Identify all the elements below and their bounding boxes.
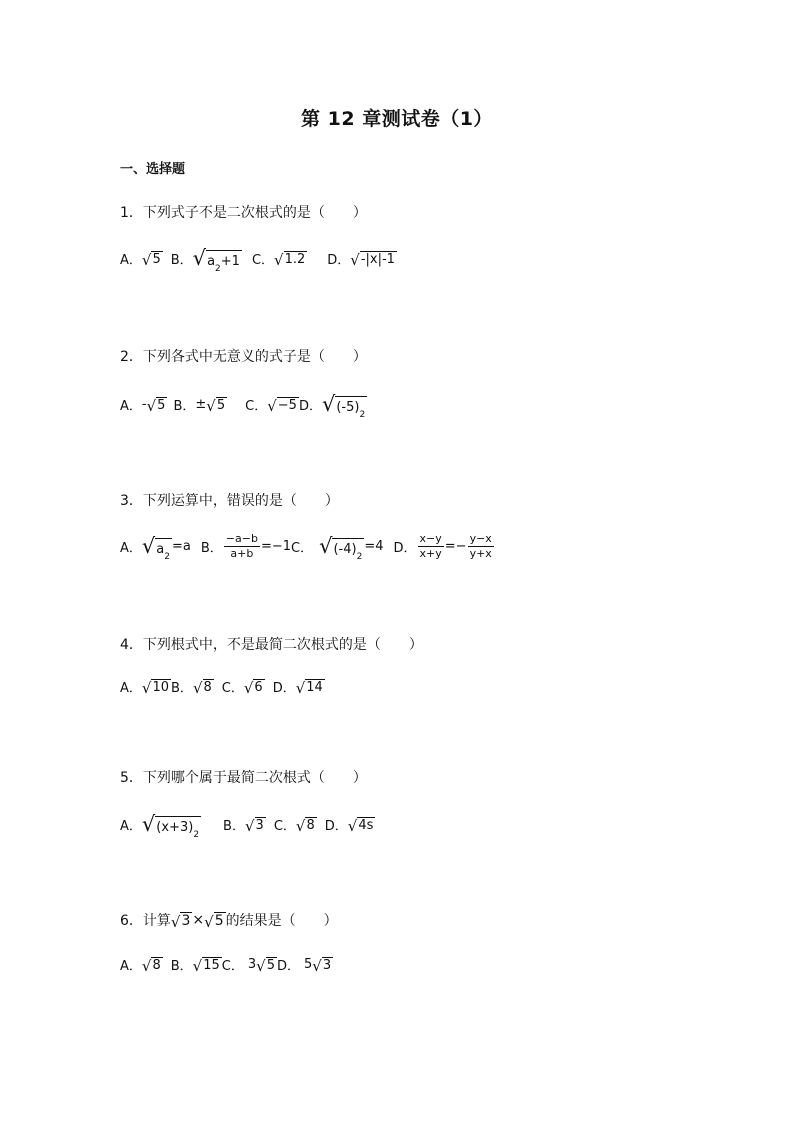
fraction: $\frac{y-x}{y+x}$ (469, 532, 492, 561)
sqrt-expression: √ (-5) 2 (321, 392, 366, 420)
question-3-stem: 3．下列运算中，错误的是（ ） (120, 493, 339, 509)
question-5-stem: 5．下列哪个属于最简二次根式（ ） (120, 770, 367, 786)
question-1-options (120, 246, 397, 274)
sqrt-expression: √ 8 (295, 816, 315, 835)
option-a-label: A． (120, 399, 142, 414)
sqrt-expression: √ 5 (146, 396, 166, 415)
question-6-stem: 6．计算 √ 3 × √ 5 的结果是（ ） (120, 912, 338, 931)
option-d-label: D． (276, 959, 300, 974)
sqrt-expression: √ 5 (204, 912, 224, 931)
option-d-label: D． (327, 253, 351, 268)
option-c-label: C． (291, 541, 314, 557)
option-a-label: A． (120, 541, 142, 557)
sqrt-expression: √ a 2 +1 (192, 246, 240, 274)
sqrt-expression: √ 8 (141, 956, 161, 975)
sqrt-expression: √ 5 (141, 250, 161, 269)
question-5-options (120, 812, 375, 840)
option-b-label: B． (171, 681, 193, 696)
sqrt-expression: √ 14 (295, 678, 323, 697)
question-3-options: A． √ a 2 =a B． $\frac{-a-b}{a+b}$ =−1 C． √ (-4) 2 =4 D． $\frac{x-y}{x+y}$ =− $\frac{y-x}{y+x}$ (120, 532, 492, 563)
fraction: $\frac{x-y}{x+y}$ (419, 532, 442, 561)
page-title: 第 12 章测试卷（1） (301, 108, 493, 130)
option-b-label: B． (170, 253, 193, 268)
option-b-label: B． (223, 819, 245, 834)
option-c-label: C． (245, 399, 268, 414)
sqrt-expression: √ 10 (141, 678, 170, 697)
sqrt-expression: √ 8 (192, 678, 212, 697)
sqrt-expression: √ 3 (312, 956, 332, 975)
option-d-label: D． (324, 819, 348, 834)
option-c-label: C． (251, 253, 275, 268)
sqrt-expression: √ 5 (256, 956, 275, 975)
option-c-label: C． (221, 959, 244, 974)
question-6-options: A． √ 8 B． √ 15 C． 3 √ 5 D． 5 √ 3 (120, 956, 332, 975)
option-d-label: D． (272, 681, 296, 696)
sqrt-expression: √ 4s (347, 816, 374, 835)
option-c-label: C． (273, 819, 296, 834)
question-1-stem: 1．下列式子不是二次根式的是（ ） (120, 205, 367, 221)
section-title: 一、选择题 (120, 162, 186, 177)
question-2-stem: 2．下列各式中无意义的式子是（ ） (120, 349, 367, 365)
option-c-label: C． (221, 681, 244, 696)
option-d-label: D． (298, 399, 322, 414)
question-2-options: A． - √ 5 B． ± √ 5 C． √ −5 D． √ (-5) 2 (120, 392, 366, 420)
sqrt-expression: √ (x+3) 2 (141, 812, 200, 840)
sqrt-expression: √ 1.2 (274, 250, 306, 269)
sqrt-expression: √ 3 (170, 912, 191, 931)
sqrt-expression: √ 5 (206, 396, 226, 415)
option-b-label: B． (173, 399, 196, 414)
option-a-label: A． (120, 681, 142, 696)
question-4-stem: 4．下列根式中，不是最简二次根式的是（ ） (120, 637, 423, 653)
option-a-label: A． (120, 819, 142, 834)
fraction: $\frac{-a-b}{a+b}$ (225, 532, 258, 561)
option-a-label: A． (120, 253, 142, 268)
question-4-options (120, 677, 325, 696)
option-b-label: B． (170, 959, 193, 974)
option-b-label: B． (200, 541, 223, 557)
option-d-label: D． (393, 541, 417, 557)
sqrt-expression: √ -|x|-1 (350, 250, 395, 269)
sqrt-expression: √ 3 (244, 816, 264, 835)
sqrt-expression: √ (-4) 2 (319, 534, 363, 563)
sqrt-expression: √ −5 (267, 396, 297, 415)
sqrt-expression: √ 15 (192, 956, 220, 975)
sqrt-expression: √ 6 (243, 678, 263, 697)
sqrt-expression: √ a 2 (141, 534, 170, 563)
option-a-label: A． (120, 959, 142, 974)
